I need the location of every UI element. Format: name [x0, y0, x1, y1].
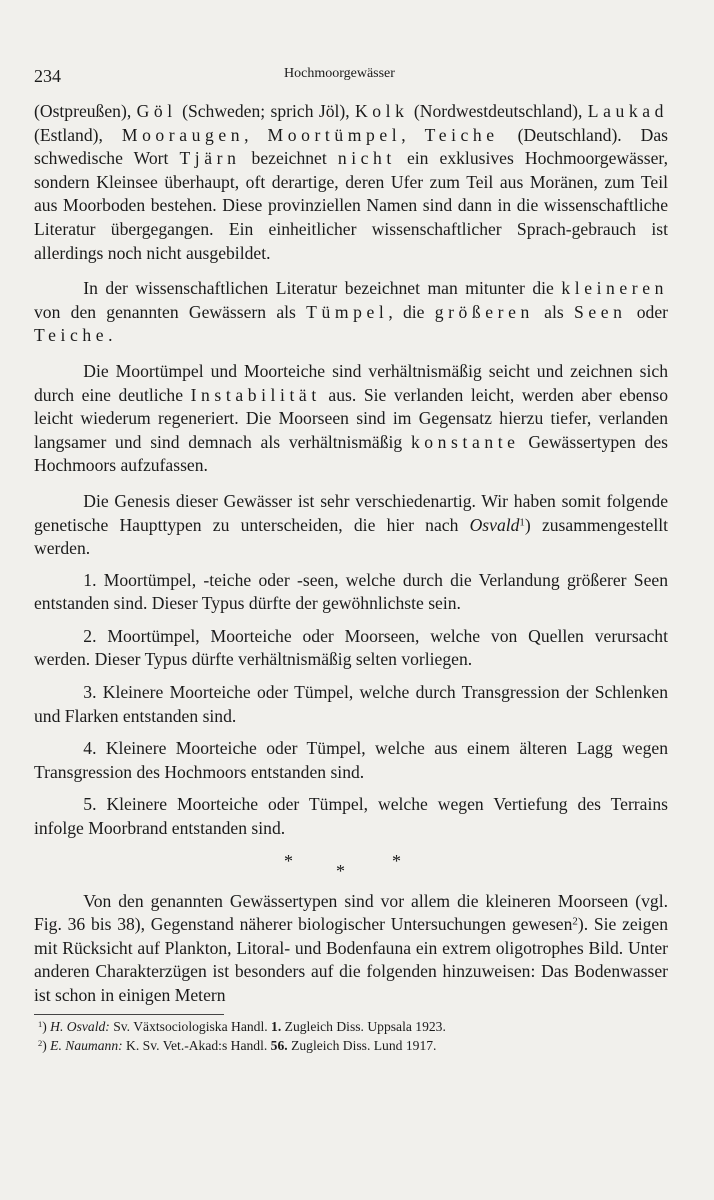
spaced-term: Moortümpel: [267, 124, 402, 145]
list-item: 2. Moortümpel, Moorteiche oder Moorseen, welche von Quellen verursacht werden. Dieser Typus dürfte verhältnismäßig selten vorliegen.: [34, 625, 668, 670]
footnote-ref[interactable]: 2: [572, 915, 578, 928]
spaced-term: Göl: [136, 101, 177, 121]
paragraph-2: In der wissenschaftlichen Literatur bezeichnet man mitunter die kleineren von den genannten Gewässern als Tümpel, die größeren als Seen oder Teiche.: [34, 278, 668, 346]
footnote: $^2$) E. Naumann: K. Sv. Vet.-Akad:s Handl. 56. Zugleich Diss. Lund 1917.: [38, 1037, 437, 1053]
author-name: Osvald: [469, 514, 520, 535]
footnote-author: H. Osvald:: [50, 1018, 110, 1034]
paragraph-5: Von den genannten Gewässertypen sind vor allem die kleineren Moorseen (vgl. Fig. 36 bis 38), Gegenstand näherer biologischer Untersuchungen gewesen$^2$). Sie zeigen mit Rücksicht auf Plankton, Litoral- und Bodenfauna ein extrem oligotrophes Bild. Unter anderen Charakterzügen ist besonders auf die folgenden hinzuweisen: Das Bodenwasser ist schon in einigen Metern: [34, 890, 668, 1005]
paragraph-1: (Ostpreußen), Göl (Schweden; sprich Jöl), Kolk (Nordwestdeutschland), Laukad (Estland), Mooraugen, Moortümpel, Teiche (Deutschland). Das schwedische Wort Tjärn bezeichnet nicht ein exklusives Hochmoorgewässer, sondern Kleinsee überhaupt, oft derartige, deren Ufer zum Teil aus Moränen, zum Teil aus Moorboden bestehen. Diese provinziellen Namen sind dann in die wissenschaftliche Literatur übergegangen. Ein einheitlicher wissenschaftlicher Sprach-gebrauch ist allerdings noch nicht ausgebildet.: [34, 101, 669, 263]
paragraph-3: Die Moortümpel und Moorteiche sind verhältnismäßig seicht und zeichnen sich durch eine deutliche Instabilität aus. Sie verlanden leicht, werden aber ebenso leicht wiederum regeneriert. Die Moorseen sind im Gegensatz hierzu tiefer, verlanden langsamer und sind demnach als verhältnismäßig konstante Gewässertypen des Hochmoors aufzufassen.: [34, 360, 668, 476]
spaced-term: Teiche: [34, 325, 109, 346]
spaced-term: Mooraugen: [121, 124, 245, 145]
asterisk: *: [336, 860, 345, 881]
asterisk: *: [392, 850, 401, 871]
spaced-term: Teiche: [424, 124, 499, 145]
spaced-term: Tümpel: [306, 301, 389, 322]
footnote: $^1$) H. Osvald: Sv. Växtsociologiska Handl. 1. Zugleich Diss. Uppsala 1923.: [38, 1018, 446, 1034]
list-item: 1. Moortümpel, -teiche oder -seen, welche durch die Verlandung größerer Seen entstanden sind. Dieser Typus dürfte der gewöhnlichste sein.: [34, 569, 668, 614]
spaced-term: Tjärn: [179, 148, 241, 169]
footnote-ref[interactable]: 1: [519, 516, 525, 529]
footnote-author: E. Naumann:: [50, 1037, 123, 1053]
footnote-mark: 1: [38, 1018, 43, 1029]
section-break-asterism: [34, 850, 668, 890]
list-item: 3. Kleinere Moorteiche oder Tümpel, welche durch Transgression der Schlenken und Flarken entstanden sind.: [34, 682, 668, 726]
list-item: 5. Kleinere Moorteiche oder Tümpel, welche wegen Vertiefung des Terrains infolge Moorbrand entstanden sind.: [34, 794, 669, 839]
page-number: 234: [34, 66, 61, 86]
footnotes: [34, 1015, 668, 1055]
running-title: Hochmoorgewässer: [284, 66, 395, 81]
spaced-term: kleineren: [561, 278, 668, 299]
paragraph-4: Die Genesis dieser Gewässer ist sehr verschiedenartig. Wir haben somit folgende genetische Haupttypen zu unterscheiden, die hier nach Osvald$^1$) zusammengestellt werden.: [34, 490, 668, 559]
genetic-types-list: [34, 569, 668, 841]
spaced-term: nicht: [337, 148, 396, 169]
spaced-term: größeren: [434, 301, 534, 322]
volume-number: 56.: [270, 1037, 288, 1053]
spaced-term: konstante: [410, 431, 520, 452]
spaced-term: Instabilität: [190, 384, 321, 405]
spaced-term: Kolk: [355, 101, 409, 121]
volume-number: 1.: [271, 1018, 282, 1034]
asterisk: *: [284, 850, 293, 871]
body-text: [34, 100, 668, 1008]
spaced-term: Seen: [573, 301, 627, 322]
running-head: [34, 66, 668, 100]
footnote-mark: 2: [38, 1037, 43, 1048]
list-item: 4. Kleinere Moorteiche oder Tümpel, welche aus einem älteren Lagg wegen Transgression des Hochmoors entstanden sind.: [34, 738, 669, 782]
spaced-term: Laukad: [587, 101, 669, 121]
